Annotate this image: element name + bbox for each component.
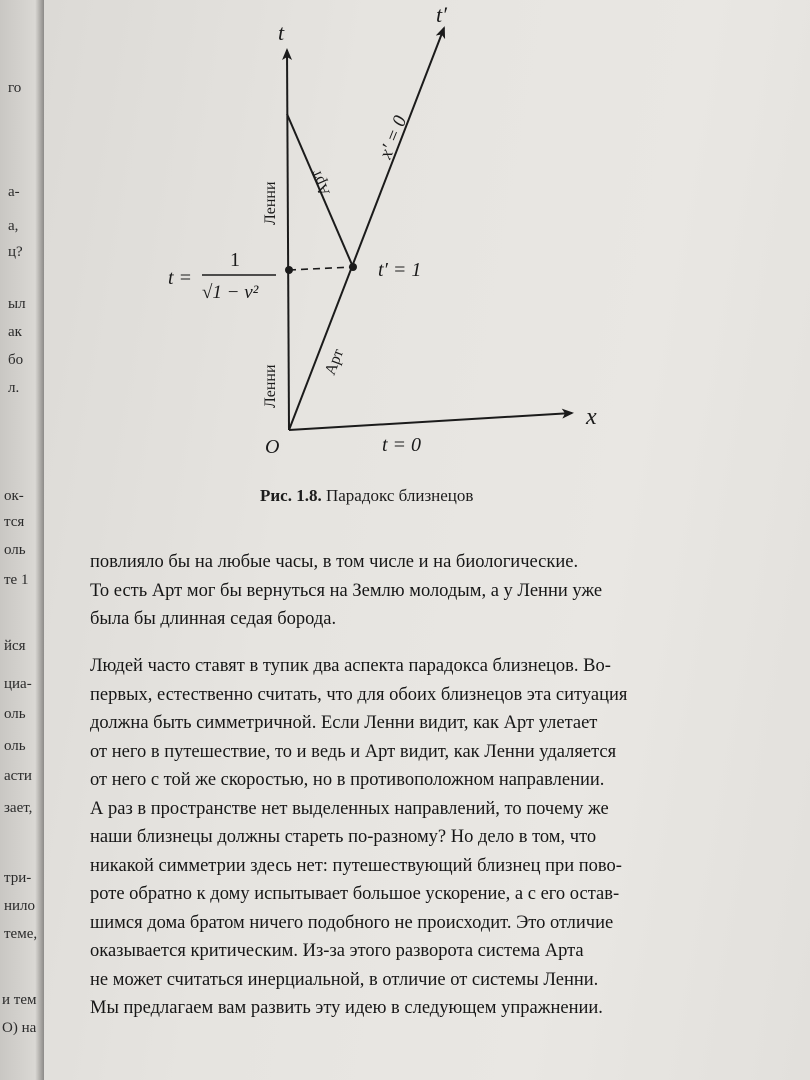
margin-fragment: те 1 <box>4 572 29 588</box>
margin-fragment: ок- <box>4 488 24 504</box>
margin-fragment: ыл <box>8 296 26 312</box>
margin-fragment: йся <box>4 638 26 654</box>
margin-fragment: оль <box>4 706 26 722</box>
margin-fragment: а, <box>8 218 19 234</box>
margin-fragment: циа- <box>4 676 32 692</box>
fraction-denominator: √1 − v² <box>202 282 259 303</box>
margin-fragment: три- <box>4 870 32 886</box>
lenny-upper-label: Ленни <box>262 181 279 225</box>
twin-paradox-diagram <box>0 0 810 480</box>
t-equals-label: t = <box>168 267 193 289</box>
margin-fragment: тся <box>4 514 25 530</box>
text-line: Мы предлагаем вам развить эту идею в следующем упражнении. <box>90 998 603 1018</box>
text-line: А раз в пространстве нет выделенных направлений, то почему же <box>90 798 609 819</box>
margin-fragment: теме, <box>4 926 38 942</box>
margin-fragment: ак <box>8 324 22 340</box>
text-line: была бы длинная седая борода. <box>90 609 337 629</box>
margin-fragment: го <box>8 80 22 96</box>
margin-fragment: зает, <box>4 800 33 816</box>
text-line: повлияло бы на любые часы, в том числе и на биологические. <box>90 552 579 572</box>
x-axis-label: x <box>586 404 597 430</box>
t-axis <box>287 50 289 430</box>
text-line: оказывается критическим. Из-за этого разворота система Арта <box>90 941 584 961</box>
margin-fragment: оль <box>4 738 26 754</box>
text-line: шимся дома братом ничего подобного не происходит. Это отличие <box>90 912 614 933</box>
fraction-numerator: 1 <box>230 249 240 271</box>
text-line: первых, естественно считать, что для обоих близнецов эта ситуация <box>90 684 628 705</box>
t-prime-axis-label: t′ <box>436 2 447 27</box>
turnaround-point <box>349 263 357 271</box>
simultaneity-dashed-line <box>289 267 353 270</box>
text-line: от него с той же скоростью, но в противоположном направлении. <box>90 770 605 790</box>
x-axis <box>289 413 572 430</box>
margin-fragment: асти <box>4 768 32 784</box>
text-line: Людей часто ставят в тупик два аспекта парадокса близнецов. Во- <box>90 656 611 676</box>
art-upper-label: Арт <box>307 167 334 199</box>
paragraph-1 <box>90 548 730 634</box>
margin-fragment: нило <box>4 898 36 914</box>
margin-fragment: а- <box>8 184 20 200</box>
t-prime-axis <box>289 28 444 430</box>
t-zero-label: t = 0 <box>382 434 422 456</box>
margin-fragment: оль <box>4 542 26 558</box>
margin-fragment: О) на <box>2 1020 37 1036</box>
figure-title: Парадокс близнецов <box>325 486 474 505</box>
x-prime-zero-label: x′ = 0 <box>375 112 412 162</box>
text-line: должна быть симметричной. Если Ленни видит, как Арт улетает <box>90 713 598 733</box>
lenny-lower-label: Ленни <box>262 364 279 408</box>
margin-fragment: ц? <box>8 244 23 260</box>
point-on-t-axis <box>285 266 293 274</box>
margin-fragment: и тем <box>2 992 37 1008</box>
art-lower-label: Арт <box>321 346 348 378</box>
text-line: никакой симметрии здесь нет: путешествующий близнец при пово- <box>90 855 622 876</box>
text-line: от него в путешествие, то и ведь и Арт видит, как Ленни удаляется <box>90 741 617 762</box>
paragraph-2 <box>90 652 730 1023</box>
text-line: роте обратно к дому испытывает большое ускорение, а с его остав- <box>90 884 620 904</box>
t-prime-one-label: t′ = 1 <box>378 259 422 281</box>
t-axis-label: t <box>278 20 285 45</box>
margin-fragment: бо <box>8 352 24 368</box>
origin-label: O <box>265 436 280 458</box>
text-line: не может считаться инерциальной, в отличие от системы Ленни. <box>90 969 599 990</box>
figure-number: Рис. 1.8. <box>260 486 322 505</box>
text-line: То есть Арт мог бы вернуться на Землю молодым, а у Ленни уже <box>90 580 603 601</box>
figure-caption <box>260 486 473 506</box>
text-line: наши близнецы должны стареть по-разному? Но дело в том, что <box>90 827 597 847</box>
margin-fragment: л. <box>8 380 20 396</box>
